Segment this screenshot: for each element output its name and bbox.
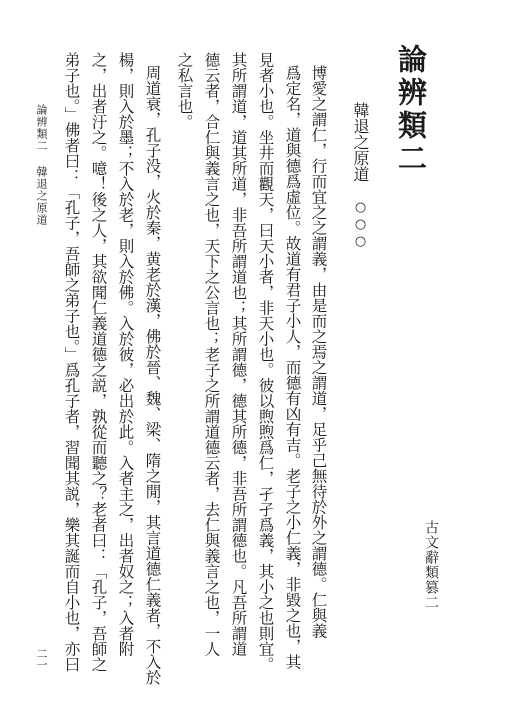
body-line: 德云者，合仁與義言之也，天下之公言也；老子之所謂道德云者，去仁與義言之也，一人 <box>202 52 221 657</box>
body-line: 弟子也。」佛者曰：「孔子，吾師之弟子也。」爲孔子者，習聞其説，樂其誕而自小也，亦曰 <box>62 52 81 672</box>
footer-article: 韓退之原道 <box>35 166 48 226</box>
body-line: 博愛之謂仁，行而宜之之謂義，由是而之焉之謂道，足乎己無待於外之謂德。仁與義 <box>309 65 328 639</box>
body-line: 爲定名，道與德爲虛位。故道有君子小人，而德有凶有吉。老子之小仁義，非毀之也，其 <box>283 65 302 670</box>
footer-section: 論辨類二 <box>35 104 48 152</box>
book-title: 論辨類二 <box>394 44 428 176</box>
body-line: 之私言也。 <box>175 52 194 130</box>
body-line: 周道衰，孔子没，火於秦，黄老於漢，佛於晉、魏、梁、隋之閒，其言道德仁義者，不入於 <box>143 65 162 685</box>
essay-title: 韓退之原道 <box>351 102 370 182</box>
body-line: 楊，則入於墨；不入於老，則入於佛。入於彼，必出於此。入者主之，出者奴之；入者附 <box>116 52 135 657</box>
body-line: 之，出者汙之。噫！後之人，其欲聞仁義道德之説，孰從而聽之？老者曰：「孔子，吾師之 <box>89 52 108 672</box>
page-number: 二一 <box>35 648 48 670</box>
body-line: 其所謂道，道其所道，非吾所謂道也；其所謂德，德其所德，非吾所謂德也。凡吾所謂道 <box>229 52 248 657</box>
footer-section-label <box>33 104 49 226</box>
essay-heading <box>349 102 372 251</box>
body-line: 見者小也。坐井而觀天，曰天小者，非天小也。彼以煦煦爲仁，孑孑爲義，其小之也則宜。 <box>256 52 275 672</box>
running-head: 古文辭類篡二 <box>423 520 439 610</box>
essay-marks: ○○○ <box>353 200 368 251</box>
